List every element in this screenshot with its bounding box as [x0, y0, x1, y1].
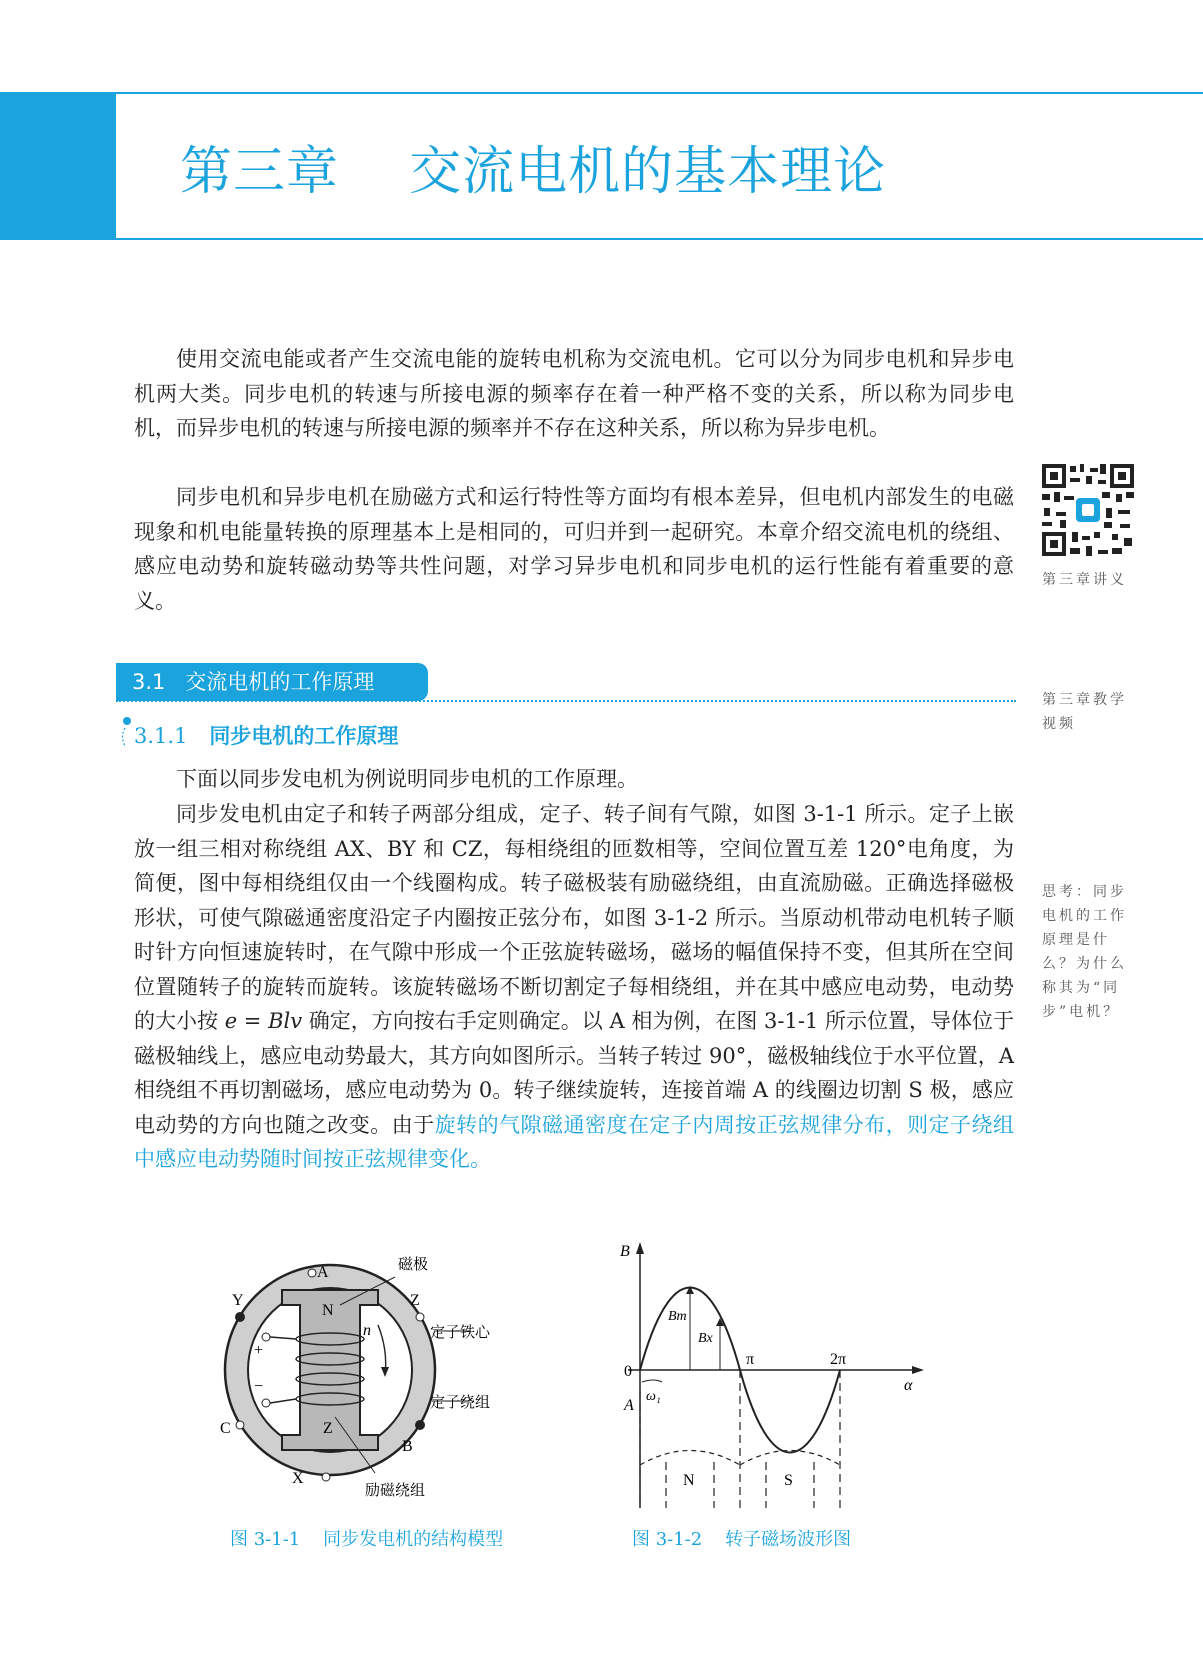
subsection-heading — [134, 720, 398, 750]
subsection-bullet-icon — [118, 716, 134, 750]
label-pole: 磁极 — [398, 1255, 429, 1273]
label-Z: Z — [410, 1292, 420, 1309]
section-heading: 3.1 交流电机的工作原理 — [116, 663, 428, 701]
label-Y: Y — [232, 1292, 244, 1309]
chapter-title: 第三章 交流电机的基本理论 — [180, 142, 887, 202]
label-A-axis: A — [624, 1397, 634, 1414]
paragraph-principle-text-b: 确定，方向按右手定则确定。以 A 相为例，在图 3-1-1 所示位置，导体位于磁极轴线上，感应电动势最大，其方向如图所示。当转子转过 90°，磁极轴线位于水平位置，A 相绕组不再切割磁场，感应电动势为 0。转子继续旋转，连接首端 A 的线圈边切割 S 极，感应电动势的方向也随之改变。由于 — [134, 1009, 1014, 1137]
label-pi: π — [746, 1351, 755, 1368]
subsection-number: 3.1.1 — [134, 724, 188, 748]
label-field-winding: 励磁绕组 — [365, 1481, 426, 1499]
section-dotted-rule — [116, 700, 1016, 702]
label-Bx: Bx — [698, 1331, 713, 1346]
paragraph-intro-1: 使用交流电能或者产生交流电能的旋转电机称为交流电机。它可以分为同步电机和异步电机两大类。同步电机的转速与所接电源的频率存在着一种严格不变的关系，所以称为同步电机，而异步电机的转速与所接电源的频率并不存在这种关系，所以称为异步电机。 — [134, 347, 1014, 440]
margin-note-think: 思考：同步电机的工作原理是什么？为什么称其为“同步”电机？ — [1042, 884, 1127, 1020]
paragraph-lead: 下面以同步发电机为例说明同步电机的工作原理。 — [176, 767, 638, 791]
label-minus: − — [254, 1378, 264, 1395]
label-plus: + — [254, 1342, 264, 1359]
label-S: S — [784, 1472, 793, 1489]
label-Bm: Bm — [668, 1309, 687, 1324]
label-C: C — [220, 1420, 231, 1437]
label-omega: ω₁ — [646, 1389, 661, 1404]
label-A: A — [317, 1264, 329, 1281]
figure-field-waveform — [620, 1240, 940, 1510]
chapter-color-block — [0, 92, 116, 240]
qr-code[interactable] — [1040, 462, 1136, 558]
figure-generator-model — [210, 1255, 550, 1505]
header-top-rule — [116, 92, 1203, 94]
label-n: n — [363, 1322, 371, 1339]
figure-caption-2: 图 3-1-2 转子磁场波形图 — [632, 1529, 852, 1550]
label-Z-rotor: Z — [323, 1420, 333, 1437]
figure-caption-1: 图 3-1-1 同步发电机的结构模型 — [230, 1529, 504, 1550]
subsection-title: 同步电机的工作原理 — [209, 724, 399, 748]
label-X: X — [292, 1470, 304, 1487]
paragraph-principle — [134, 797, 1014, 1177]
label-N-pole: N — [322, 1302, 334, 1319]
label-zero: 0 — [624, 1363, 632, 1380]
label-B: B — [402, 1438, 413, 1455]
margin-note-lecture[interactable]: 第三章讲义 — [1042, 572, 1127, 588]
label-stator-core: 定子铁心 — [430, 1323, 491, 1341]
formula-emf: e = Blv — [224, 1009, 303, 1033]
label-N: N — [683, 1472, 695, 1489]
label-stator-winding: 定子绕组 — [430, 1393, 491, 1411]
paragraph-intro-2: 同步电机和异步电机在励磁方式和运行特性等方面均有根本差异，但电机内部发生的电磁现象和机电能量转换的原理基本上是相同的，可归并到一起研究。本章介绍交流电机的绕组、感应电动势和旋转磁动势等共性问题，对学习异步电机和同步电机的运行性能有着重要的意义。 — [134, 485, 1014, 613]
highlight-conclusion: 旋转的气隙磁通密度在定子内周按正弦规律分布，则定子绕组中感应电动势随时间按正弦规律变化。 — [134, 1112, 1015, 1171]
header-bottom-rule — [116, 238, 1203, 240]
label-alpha: α — [904, 1377, 913, 1394]
label-2pi: 2π — [830, 1351, 847, 1368]
label-B-axis: B — [620, 1243, 630, 1260]
margin-note-video[interactable]: 第三章教学视频 — [1042, 692, 1127, 732]
paragraph-principle-text-a: 同步发电机由定子和转子两部分组成，定子、转子间有气隙，如图 3-1-1 所示。定子上嵌放一组三相对称绕组 AX、BY 和 CZ，每相绕组的匝数相等，空间位置互差 120°电角度，为简便，图中每相绕组仅由一个线圈构成。转子磁极装有励磁绕组，由直流励磁。正确选择磁极形状，可使气隙磁通密度沿定子内圈按正弦分布，如图 3-1-2 所示。当原动机带动电机转子顺时针方向恒速旋转时，在气隙中形成一个正弦旋转磁场，磁场的幅值保持不变，但其所在空间位置随转子的旋转而旋转。该旋转磁场不断切割定子每相绕组，并在其中感应电动势，电动势的大小按 — [134, 802, 1014, 1033]
